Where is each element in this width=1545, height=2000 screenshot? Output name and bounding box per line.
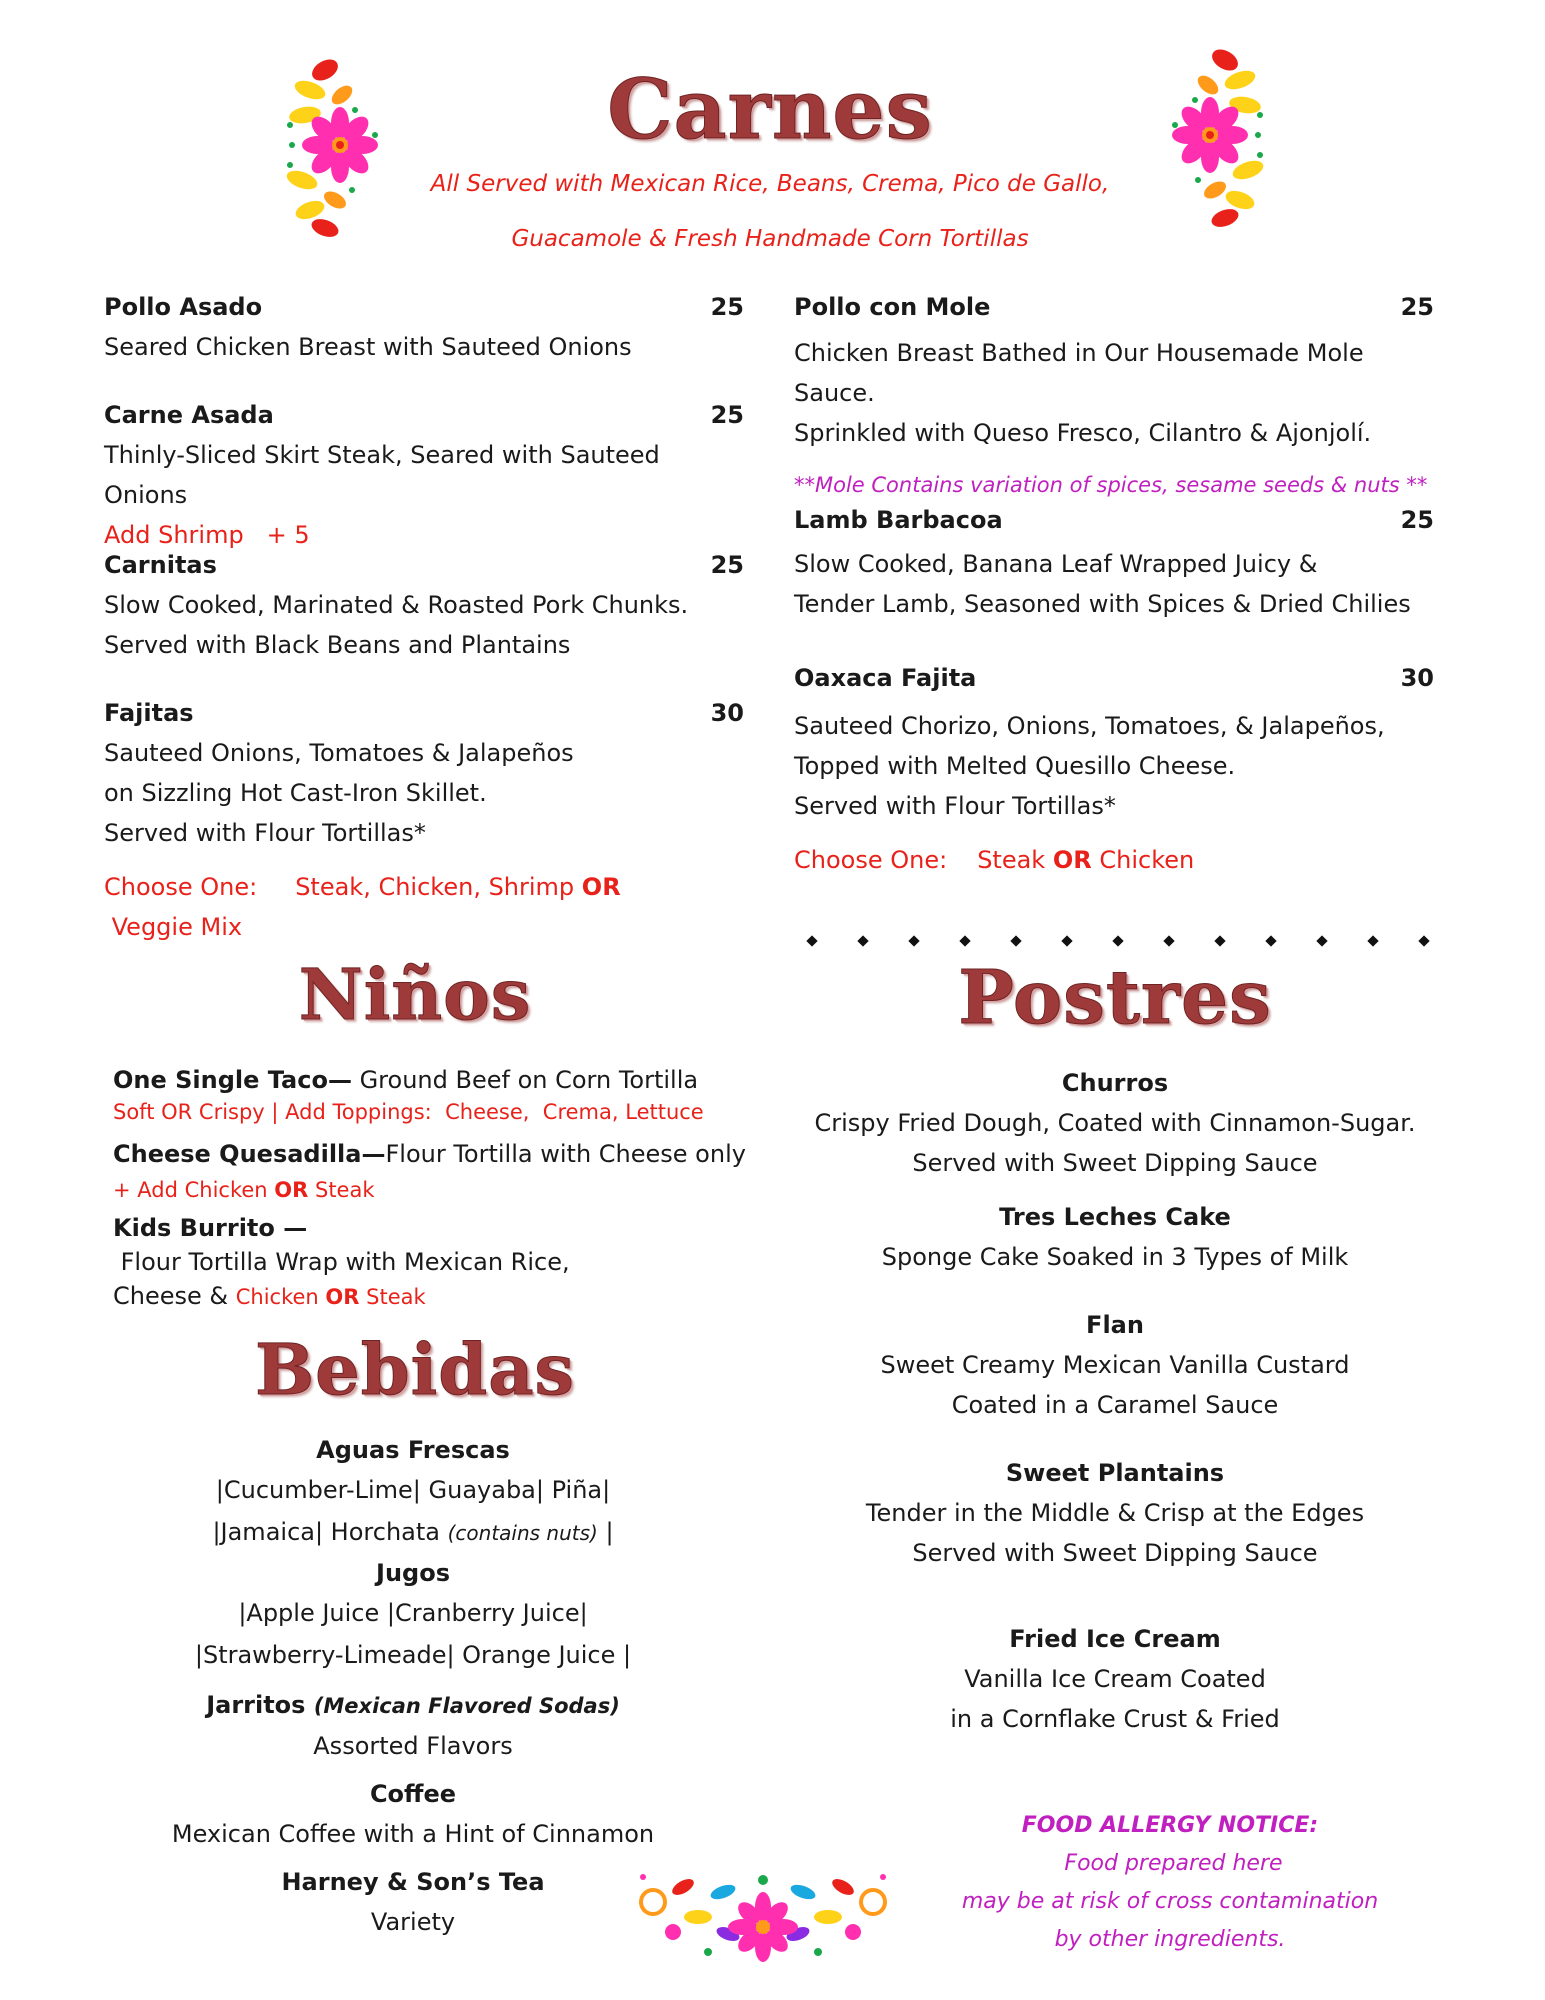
menu-item-carnitas xyxy=(104,545,744,665)
item-desc: Served with Flour Tortillas* xyxy=(104,819,426,847)
ninos-burrito xyxy=(113,1211,753,1279)
dessert-desc: in a Cornflake Crust & Fried xyxy=(950,1705,1280,1733)
choose-or: OR xyxy=(1052,846,1092,874)
item-desc: Chicken Breast Bathed in Our Housemade Mole Sauce. xyxy=(794,339,1364,407)
menu-item-carne-asada xyxy=(104,395,744,555)
aguas-line1: |Cucumber-Lime| Guayaba| Piña| xyxy=(215,1476,611,1504)
allergy-line2: may be at risk of cross contamination xyxy=(961,1889,1379,1914)
item-price: 30 xyxy=(1400,664,1434,692)
dessert-sweet-plantains xyxy=(800,1453,1430,1573)
item-name: Fajitas xyxy=(104,699,194,727)
dessert-tres-leches xyxy=(800,1197,1430,1277)
item-desc: on Sizzling Hot Cast-Iron Skillet. xyxy=(104,779,487,807)
dessert-desc: Coated in a Caramel Sauce xyxy=(951,1391,1279,1419)
choose-label: Choose One: xyxy=(794,846,948,874)
item-desc: Sprinkled with Queso Fresco, Cilantro & Ajonjolí. xyxy=(794,419,1372,447)
allergy-line3: by other ingredients. xyxy=(1054,1927,1286,1952)
quesadilla-desc: Flour Tortilla with Cheese only xyxy=(385,1140,746,1168)
burrito-desc: Flour Tortilla Wrap with Mexican Rice, xyxy=(113,1248,570,1276)
aguas-end: | xyxy=(597,1518,614,1546)
burrito-steak: Steak xyxy=(359,1285,426,1309)
item-price: 25 xyxy=(710,401,744,429)
allergy-text1: Food prepared here xyxy=(1057,1851,1283,1876)
jarritos-title xyxy=(113,1685,713,1726)
allergy-line1 xyxy=(910,1807,1430,1883)
taco-name: One Single Taco— xyxy=(113,1066,352,1094)
dessert-flan xyxy=(800,1305,1430,1425)
item-desc: Served with Flour Tortillas* xyxy=(794,792,1116,820)
carnes-subtitle-line2: Guacamole & Fresh Handmade Corn Tortillas xyxy=(511,226,1029,252)
jugos-line1: |Apple Juice |Cranberry Juice| xyxy=(238,1599,588,1627)
dessert-name: Churros xyxy=(1061,1069,1169,1097)
quesa-or: OR xyxy=(274,1178,309,1202)
taco-desc: Ground Beef on Corn Tortilla xyxy=(351,1066,699,1094)
menu-item-pollo-asado xyxy=(104,287,744,367)
tea-title: Harney & Son’s Tea xyxy=(281,1868,545,1896)
aguas-note: (contains nuts) xyxy=(447,1521,598,1545)
item-price: 25 xyxy=(1400,506,1434,534)
item-price: 25 xyxy=(710,293,744,321)
dessert-desc: Served with Sweet Dipping Sauce xyxy=(912,1149,1318,1177)
dessert-churros xyxy=(800,1063,1430,1183)
choose-one-line xyxy=(794,840,1434,880)
carnes-subtitle-line1: All Served with Mexican Rice, Beans, Crema, Pico de Gallo, xyxy=(430,171,1110,197)
ninos-burrito-line2 xyxy=(113,1279,753,1314)
tea-desc: Variety xyxy=(370,1908,456,1936)
item-desc: Sauteed Chorizo, Onions, Tomatoes, & Jalapeños, xyxy=(794,712,1385,740)
item-name: Lamb Barbacoa xyxy=(794,506,1003,534)
item-desc: Seared Chicken Breast with Sauteed Onions xyxy=(104,333,632,361)
ninos-quesadilla-add xyxy=(113,1175,753,1205)
dessert-desc: Sweet Creamy Mexican Vanilla Custard xyxy=(880,1351,1350,1379)
jarritos-note: (Mexican Flavored Sodas) xyxy=(313,1694,620,1718)
dessert-desc: Sponge Cake Soaked in 3 Types of Milk xyxy=(881,1243,1349,1271)
burrito-or: OR xyxy=(325,1285,360,1309)
jugos-line2: |Strawberry-Limeade| Orange Juice | xyxy=(194,1641,632,1669)
dessert-name: Flan xyxy=(1086,1311,1144,1339)
menu-item-lamb-barbacoa xyxy=(794,500,1434,624)
quesa-add: + Add Chicken xyxy=(113,1178,275,1202)
dessert-name: Fried Ice Cream xyxy=(1009,1625,1221,1653)
coffee-title: Coffee xyxy=(369,1780,457,1808)
item-addon: Add Shrimp + 5 xyxy=(104,521,310,549)
item-desc: Slow Cooked, Banana Leaf Wrapped Juicy & xyxy=(794,550,1318,578)
dessert-desc: Crispy Fried Dough, Coated with Cinnamon-Sugar. xyxy=(814,1109,1416,1137)
item-price: 25 xyxy=(1400,293,1434,321)
allergy-notice xyxy=(910,1807,1430,1959)
aguas-line2 xyxy=(113,1512,713,1553)
aguas-title: Aguas Frescas xyxy=(316,1436,510,1464)
burrito-line2: Cheese & xyxy=(113,1282,236,1310)
choose-options: Steak, Chicken, Shrimp xyxy=(295,873,582,901)
item-desc: Slow Cooked, Marinated & Roasted Pork Chunks. xyxy=(104,591,689,619)
item-name: Carnitas xyxy=(104,551,217,579)
choose-one-line xyxy=(104,867,744,947)
menu-item-oaxaca-fajita xyxy=(794,658,1434,880)
choose-or: OR xyxy=(581,873,621,901)
ninos-taco-options: Soft OR Crispy | Add Toppings: Cheese, Crema, Lettuce xyxy=(113,1100,704,1124)
item-name: Pollo Asado xyxy=(104,293,263,321)
item-name: Oaxaca Fajita xyxy=(794,664,977,692)
item-desc: Thinly-Sliced Skirt Steak, Seared with Sauteed Onions xyxy=(104,441,660,509)
diamond-divider xyxy=(808,934,1428,948)
ninos-taco xyxy=(113,1063,753,1097)
coffee-desc: Mexican Coffee with a Hint of Cinnamon xyxy=(171,1820,655,1848)
jarritos-desc: Assorted Flavors xyxy=(313,1732,513,1760)
bebidas-title: Bebidas xyxy=(255,1328,575,1411)
postres-list xyxy=(800,1063,1430,1739)
postres-title: Postres xyxy=(958,955,1272,1041)
burrito-chicken: Chicken xyxy=(235,1285,326,1309)
choose-label: Choose One: xyxy=(104,873,258,901)
ninos-title: Niños xyxy=(298,953,532,1036)
item-price: 30 xyxy=(710,699,744,727)
item-desc: Served with Black Beans and Plantains xyxy=(104,631,571,659)
dessert-name: Tres Leches Cake xyxy=(999,1203,1231,1231)
carnes-title: Carnes xyxy=(607,62,933,158)
floral-border-ornament xyxy=(628,1862,898,1972)
choose-options-b: Veggie Mix xyxy=(104,913,243,941)
item-desc: Topped with Melted Quesillo Cheese. xyxy=(794,752,1236,780)
item-name: Pollo con Mole xyxy=(794,293,991,321)
choose-options-b: Chicken xyxy=(1091,846,1195,874)
flower-ornament-left xyxy=(280,50,400,240)
dessert-desc: Vanilla Ice Cream Coated xyxy=(964,1665,1266,1693)
bebidas-list xyxy=(113,1430,713,1942)
quesadilla-name: Cheese Quesadilla— xyxy=(113,1140,386,1168)
dessert-desc: Tender in the Middle & Crisp at the Edges xyxy=(865,1499,1365,1527)
dessert-fried-ice-cream xyxy=(800,1619,1430,1739)
ninos-quesadilla xyxy=(113,1137,753,1171)
ninos-items xyxy=(113,1063,753,1314)
dessert-name: Sweet Plantains xyxy=(1005,1459,1225,1487)
jarritos-name: Jarritos xyxy=(206,1691,314,1719)
jugos-title: Jugos xyxy=(376,1559,450,1587)
item-note: **Mole Contains variation of spices, sesame seeds & nuts ** xyxy=(794,473,1428,497)
menu-item-fajitas xyxy=(104,693,744,947)
choose-options: Steak xyxy=(977,846,1053,874)
item-desc: Tender Lamb, Seasoned with Spices & Dried Chilies xyxy=(794,590,1411,618)
item-name: Carne Asada xyxy=(104,401,274,429)
item-price: 25 xyxy=(710,551,744,579)
dessert-desc: Served with Sweet Dipping Sauce xyxy=(912,1539,1318,1567)
burrito-name: Kids Burrito — xyxy=(113,1214,308,1242)
quesa-steak: Steak xyxy=(308,1178,375,1202)
item-desc: Sauteed Onions, Tomatoes & Jalapeños xyxy=(104,739,574,767)
menu-item-pollo-con-mole xyxy=(794,287,1434,505)
aguas-line2-text: |Jamaica| Horchata xyxy=(212,1518,448,1546)
allergy-label: FOOD ALLERGY NOTICE: xyxy=(1021,1813,1319,1838)
